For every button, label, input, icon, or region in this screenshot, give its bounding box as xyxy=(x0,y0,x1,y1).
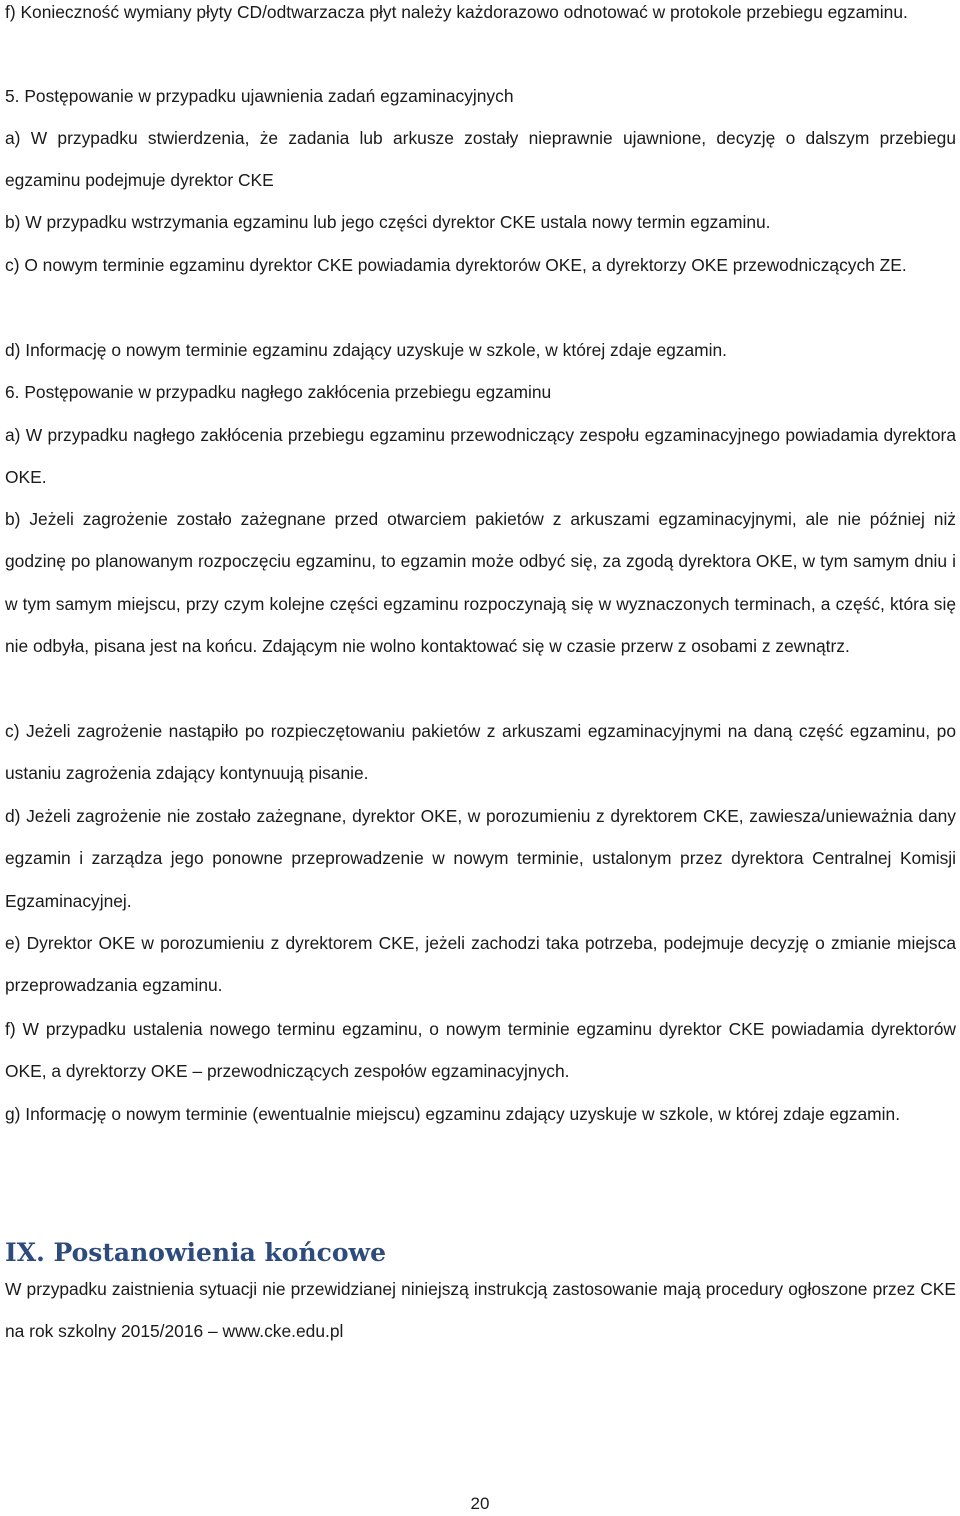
heading-6-sudden-disruption: 6. Postępowanie w przypadku nagłego zakłócenia przebiegu egzaminu xyxy=(5,382,552,402)
heading-5-task-disclosure: 5. Postępowanie w przypadku ujawnienia zadań egzaminacyjnych xyxy=(5,86,514,106)
paragraph-6a: a) W przypadku nagłego zakłócenia przebiegu egzaminu przewodniczący zespołu egzaminacyjnego powiadamia dyrektora OKE. xyxy=(5,425,956,487)
paragraph-5c: c) O nowym terminie egzaminu dyrektor CKE powiadamia dyrektorów OKE, a dyrektorzy OKE przewodniczących ZE. xyxy=(5,255,907,275)
section-paragraph: W przypadku zaistnienia sytuacji nie przewidzianej niniejszą instrukcją zastosowanie mają procedury ogłoszone przez CKE na rok szkolny 2015/2016 – www.cke.edu.pl xyxy=(5,1279,956,1342)
paragraph-6c: c) Jeżeli zagrożenie nastąpiło po rozpieczętowaniu pakietów z arkuszami egzaminacyjnymi na daną część egzaminu, po ustaniu zagrożenia zdający kontynuują pisanie. xyxy=(5,721,956,784)
paragraph-6e: e) Dyrektor OKE w porozumieniu z dyrektorem CKE, jeżeli zachodzi taka potrzeba, podejmuje decyzję o zmianie miejsca przeprowadzania egzaminu. xyxy=(5,933,956,996)
paragraph-5b: b) W przypadku wstrzymania egzaminu lub jego części dyrektor CKE ustala nowy termin egzaminu. xyxy=(5,212,771,232)
paragraph-6b: b) Jeżeli zagrożenie zostało zażegnane przed otwarciem pakietów z arkuszami egzaminacyjnymi, ale nie później niż godzinę po planowanym rozpoczęciu egzaminu, to egzamin może odbyć się, za zgodą dyrektora OKE, w tym samym dniu i w tym samym miejscu, przy czym kolejne części egzaminu rozpoczynają się w wyznaczonych terminach, a część, która się nie odbyła, pisana jest na końcu. Zdającym nie wolno kontaktować się w czasie przerw z osobami z zewnątrz. xyxy=(5,509,956,657)
paragraph-5a: a) W przypadku stwierdzenia, że zadania lub arkusze zostały nieprawnie ujawnione, decyzję o dalszym przebiegu egzaminu podejmuje dyrektor CKE xyxy=(5,128,956,190)
paragraph-6g: g) Informację o nowym terminie (ewentualnie miejscu) egzaminu zdający uzyskuje w szkole, w której zdaje egzamin. xyxy=(5,1104,901,1124)
paragraph-f-cd-player: f) Konieczność wymiany płyty CD/odtwarzacza płyt należy każdorazowo odnotować w protokole przebiegu egzaminu. xyxy=(5,2,908,22)
page-number: 20 xyxy=(470,1494,490,1513)
paragraph-6f: f) W przypadku ustalenia nowego terminu egzaminu, o nowym terminie egzaminu dyrektor CKE powiadamia dyrektorów OKE, a dyrektorzy OKE – przewodniczących zespołów egzaminacyjnych. xyxy=(5,1019,956,1082)
paragraph-6d: d) Jeżeli zagrożenie nie zostało zażegnane, dyrektor OKE, w porozumieniu z dyrektorem CKE, zawiesza/unieważnia dany egzamin i zarządza jego ponowne przeprowadzenie w nowym terminie, ustalonym przez dyrektora Centralnej Komisji Egzaminacyjnej. xyxy=(5,806,956,911)
section-title: IX. Postanowienia końcowe xyxy=(5,1238,386,1267)
paragraph-5d: d) Informację o nowym terminie egzaminu zdający uzyskuje w szkole, w której zdaje egzamin. xyxy=(5,340,728,360)
